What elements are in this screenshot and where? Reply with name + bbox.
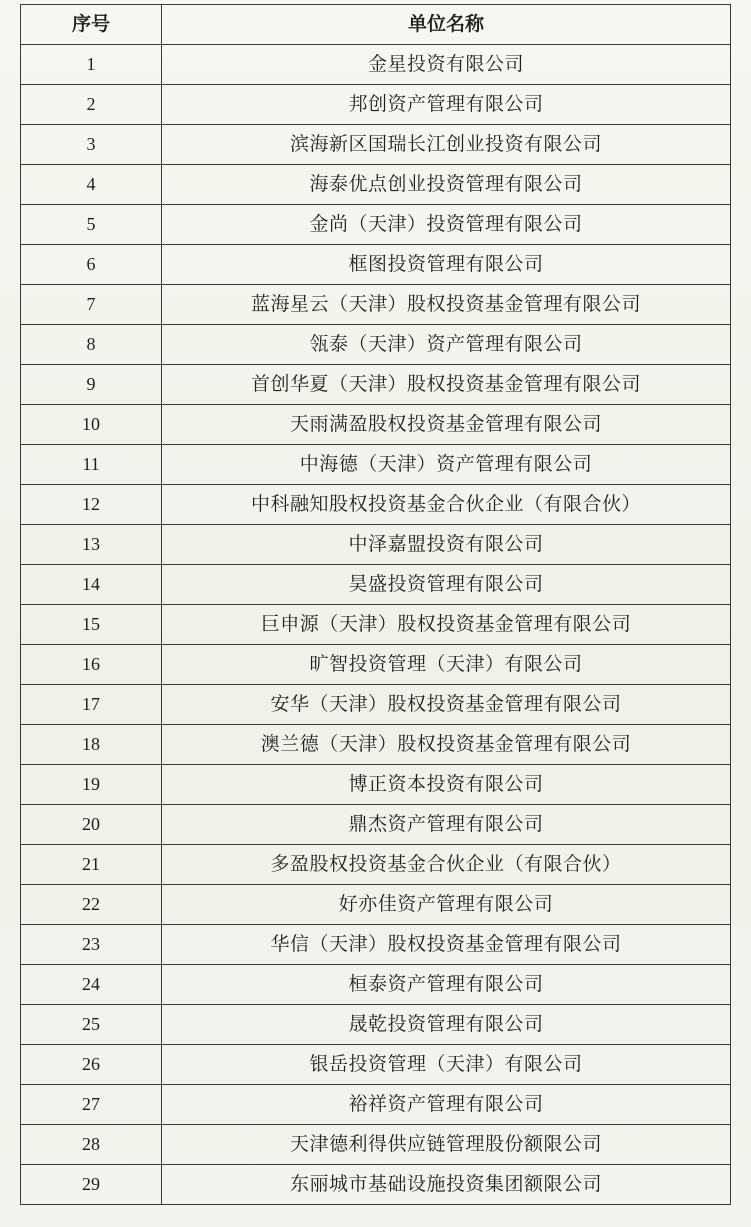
serial-number-cell: 21 xyxy=(21,845,162,885)
company-name-cell: 框图投资管理有限公司 xyxy=(162,245,731,285)
serial-number-cell: 24 xyxy=(21,965,162,1005)
serial-number-cell: 19 xyxy=(21,765,162,805)
company-name-cell: 桓泰资产管理有限公司 xyxy=(162,965,731,1005)
serial-number-cell: 9 xyxy=(21,365,162,405)
table-row xyxy=(21,525,731,565)
table-row xyxy=(21,1165,731,1205)
company-name-cell: 巨申源（天津）股权投资基金管理有限公司 xyxy=(162,605,731,645)
serial-number-cell: 20 xyxy=(21,805,162,845)
serial-number-cell: 22 xyxy=(21,885,162,925)
table-row xyxy=(21,685,731,725)
serial-number-cell: 27 xyxy=(21,1085,162,1125)
table-row xyxy=(21,125,731,165)
company-name-cell: 蓝海星云（天津）股权投资基金管理有限公司 xyxy=(162,285,731,325)
company-name-cell: 天雨满盈股权投资基金管理有限公司 xyxy=(162,405,731,445)
company-name-cell: 澳兰德（天津）股权投资基金管理有限公司 xyxy=(162,725,731,765)
company-name-cell: 旷智投资管理（天津）有限公司 xyxy=(162,645,731,685)
company-name-cell: 鼎杰资产管理有限公司 xyxy=(162,805,731,845)
table-row xyxy=(21,765,731,805)
company-name-cell: 中泽嘉盟投资有限公司 xyxy=(162,525,731,565)
serial-number-cell: 17 xyxy=(21,685,162,725)
table-row xyxy=(21,285,731,325)
company-name-cell: 金尚（天津）投资管理有限公司 xyxy=(162,205,731,245)
company-name-cell: 好亦佳资产管理有限公司 xyxy=(162,885,731,925)
table-row xyxy=(21,845,731,885)
company-name-cell: 银岳投资管理（天津）有限公司 xyxy=(162,1045,731,1085)
company-name-cell: 东丽城市基础设施投资集团额限公司 xyxy=(162,1165,731,1205)
serial-number-cell: 14 xyxy=(21,565,162,605)
company-table xyxy=(20,4,731,1205)
table-row xyxy=(21,365,731,405)
table-row xyxy=(21,725,731,765)
table-row xyxy=(21,245,731,285)
serial-number-cell: 18 xyxy=(21,725,162,765)
serial-number-cell: 15 xyxy=(21,605,162,645)
company-name-cell: 博正资本投资有限公司 xyxy=(162,765,731,805)
table-row xyxy=(21,965,731,1005)
header-serial-number: 序号 xyxy=(21,5,162,45)
table-row xyxy=(21,445,731,485)
serial-number-cell: 2 xyxy=(21,85,162,125)
serial-number-cell: 10 xyxy=(21,405,162,445)
company-name-cell: 裕祥资产管理有限公司 xyxy=(162,1085,731,1125)
company-name-cell: 中科融知股权投资基金合伙企业（有限合伙） xyxy=(162,485,731,525)
table-row xyxy=(21,205,731,245)
table-body xyxy=(21,45,731,1205)
serial-number-cell: 16 xyxy=(21,645,162,685)
table-row xyxy=(21,405,731,445)
company-name-cell: 滨海新区国瑞长江创业投资有限公司 xyxy=(162,125,731,165)
table-row xyxy=(21,485,731,525)
table-row xyxy=(21,165,731,205)
serial-number-cell: 6 xyxy=(21,245,162,285)
serial-number-cell: 26 xyxy=(21,1045,162,1085)
serial-number-cell: 1 xyxy=(21,45,162,85)
company-name-cell: 中海德（天津）资产管理有限公司 xyxy=(162,445,731,485)
table-header-row xyxy=(21,5,731,45)
table-row xyxy=(21,1005,731,1045)
company-name-cell: 晟乾投资管理有限公司 xyxy=(162,1005,731,1045)
company-name-cell: 海泰优点创业投资管理有限公司 xyxy=(162,165,731,205)
table-row xyxy=(21,805,731,845)
serial-number-cell: 3 xyxy=(21,125,162,165)
serial-number-cell: 25 xyxy=(21,1005,162,1045)
company-name-cell: 安华（天津）股权投资基金管理有限公司 xyxy=(162,685,731,725)
serial-number-cell: 11 xyxy=(21,445,162,485)
table-row xyxy=(21,565,731,605)
serial-number-cell: 4 xyxy=(21,165,162,205)
table-row xyxy=(21,85,731,125)
serial-number-cell: 29 xyxy=(21,1165,162,1205)
table-row xyxy=(21,325,731,365)
serial-number-cell: 7 xyxy=(21,285,162,325)
company-name-cell: 邦创资产管理有限公司 xyxy=(162,85,731,125)
serial-number-cell: 23 xyxy=(21,925,162,965)
table-row xyxy=(21,45,731,85)
company-name-cell: 昊盛投资管理有限公司 xyxy=(162,565,731,605)
company-name-cell: 瓴泰（天津）资产管理有限公司 xyxy=(162,325,731,365)
table-row xyxy=(21,645,731,685)
company-name-cell: 华信（天津）股权投资基金管理有限公司 xyxy=(162,925,731,965)
table-row xyxy=(21,885,731,925)
table-row xyxy=(21,1085,731,1125)
company-name-cell: 金星投资有限公司 xyxy=(162,45,731,85)
serial-number-cell: 13 xyxy=(21,525,162,565)
table-row xyxy=(21,1125,731,1165)
table-row xyxy=(21,925,731,965)
company-name-cell: 天津德利得供应链管理股份额限公司 xyxy=(162,1125,731,1165)
company-name-cell: 多盈股权投资基金合伙企业（有限合伙） xyxy=(162,845,731,885)
header-company-name: 单位名称 xyxy=(162,5,731,45)
company-name-cell: 首创华夏（天津）股权投资基金管理有限公司 xyxy=(162,365,731,405)
serial-number-cell: 28 xyxy=(21,1125,162,1165)
table-row xyxy=(21,1045,731,1085)
serial-number-cell: 8 xyxy=(21,325,162,365)
serial-number-cell: 5 xyxy=(21,205,162,245)
table-row xyxy=(21,605,731,645)
serial-number-cell: 12 xyxy=(21,485,162,525)
